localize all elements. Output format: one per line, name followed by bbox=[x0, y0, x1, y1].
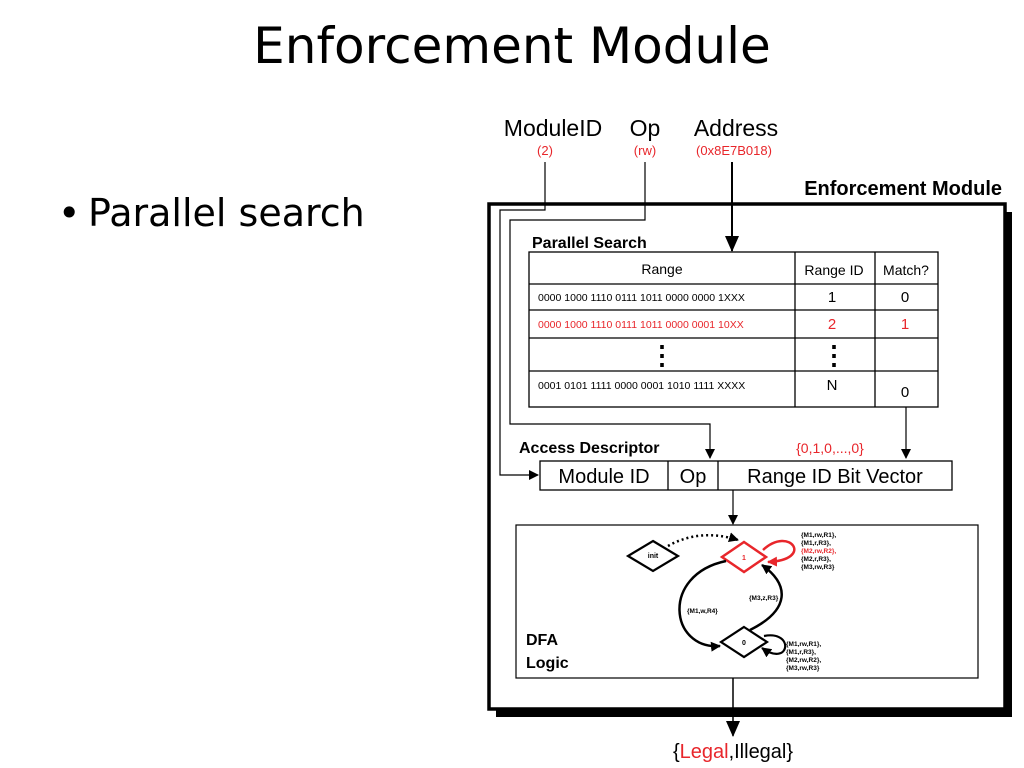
bullet-text: Parallel search bbox=[88, 191, 365, 235]
state-0-label: 0 bbox=[742, 640, 746, 647]
ellipsis-id: ⋮ bbox=[821, 340, 847, 370]
address-value: (0x8E7B018) bbox=[696, 143, 772, 158]
row3-id: N bbox=[826, 377, 838, 394]
dfa-label: DFA bbox=[526, 632, 558, 649]
edge-label-m1w: {M1,w,R4} bbox=[687, 608, 718, 615]
row2-range: 0000 1000 1110 0111 1011 0000 0001 10XX bbox=[538, 319, 744, 331]
bit-vector-value: {0,1,0,...,0} bbox=[796, 440, 864, 456]
ellipsis-range: ⋮ bbox=[649, 340, 675, 370]
state-1-label: 1 bbox=[742, 555, 746, 562]
edge-label-m3: {M3,z,R3} bbox=[749, 595, 779, 602]
header-range: Range bbox=[641, 261, 683, 277]
address-label: Address bbox=[693, 115, 779, 141]
moduleid-value: (2) bbox=[537, 143, 553, 158]
loop1-label: {M1,r,R3}, bbox=[801, 540, 831, 547]
output-text bbox=[673, 741, 793, 763]
loop0-label: {M3,rw,R3} bbox=[786, 665, 820, 672]
row3-range: 0001 0101 1111 0000 0001 1010 1111 XXXX bbox=[538, 380, 746, 392]
parallel-search-title: Parallel Search bbox=[532, 235, 647, 252]
loop1-label: {M3,rw,R3} bbox=[801, 564, 835, 571]
moduleid-label: ModuleID bbox=[503, 115, 603, 141]
loop0-label: {M2,rw,R2}, bbox=[786, 657, 822, 664]
loop0-label: {M1,r,R3}, bbox=[786, 649, 816, 656]
field-bit-vector: Range ID Bit Vector bbox=[747, 466, 923, 488]
op-value: (rw) bbox=[633, 143, 657, 158]
output-close-brace: } bbox=[786, 741, 794, 763]
header-range-id: Range ID bbox=[804, 262, 864, 278]
access-descriptor-title: Access Descriptor bbox=[519, 440, 660, 457]
row2-id: 2 bbox=[827, 316, 837, 333]
slide-title: Enforcement Module bbox=[253, 17, 771, 75]
loop1-label-highlight: {M2,rw,R2}, bbox=[801, 548, 837, 555]
bullet-dot: • bbox=[58, 191, 81, 235]
row2-match: 1 bbox=[900, 316, 910, 333]
output-illegal: ,Illegal bbox=[728, 741, 787, 763]
loop1-label: {M1,rw,R1}, bbox=[801, 532, 837, 539]
row3-match: 0 bbox=[900, 384, 910, 401]
state-init-label: init bbox=[647, 553, 659, 560]
module-title: Enforcement Module bbox=[804, 178, 1002, 200]
header-match: Match? bbox=[883, 262, 929, 278]
field-module-id: Module ID bbox=[558, 466, 650, 488]
loop1-label: {M2,r,R3}, bbox=[801, 556, 831, 563]
output-open-brace: { bbox=[672, 741, 680, 763]
field-op: Op bbox=[679, 466, 707, 488]
loop0-label: {M1,rw,R1}, bbox=[786, 641, 822, 648]
input-labels bbox=[504, 115, 778, 158]
dfa-logic-label: Logic bbox=[526, 655, 569, 672]
row1-id: 1 bbox=[827, 289, 837, 306]
op-label: Op bbox=[629, 115, 661, 141]
row1-range: 0000 1000 1110 0111 1011 0000 0000 1XXX bbox=[538, 292, 745, 304]
output-legal: Legal bbox=[679, 741, 729, 763]
loop0-labels bbox=[786, 641, 821, 672]
loop1-labels bbox=[801, 532, 836, 571]
row1-match: 0 bbox=[900, 289, 910, 306]
